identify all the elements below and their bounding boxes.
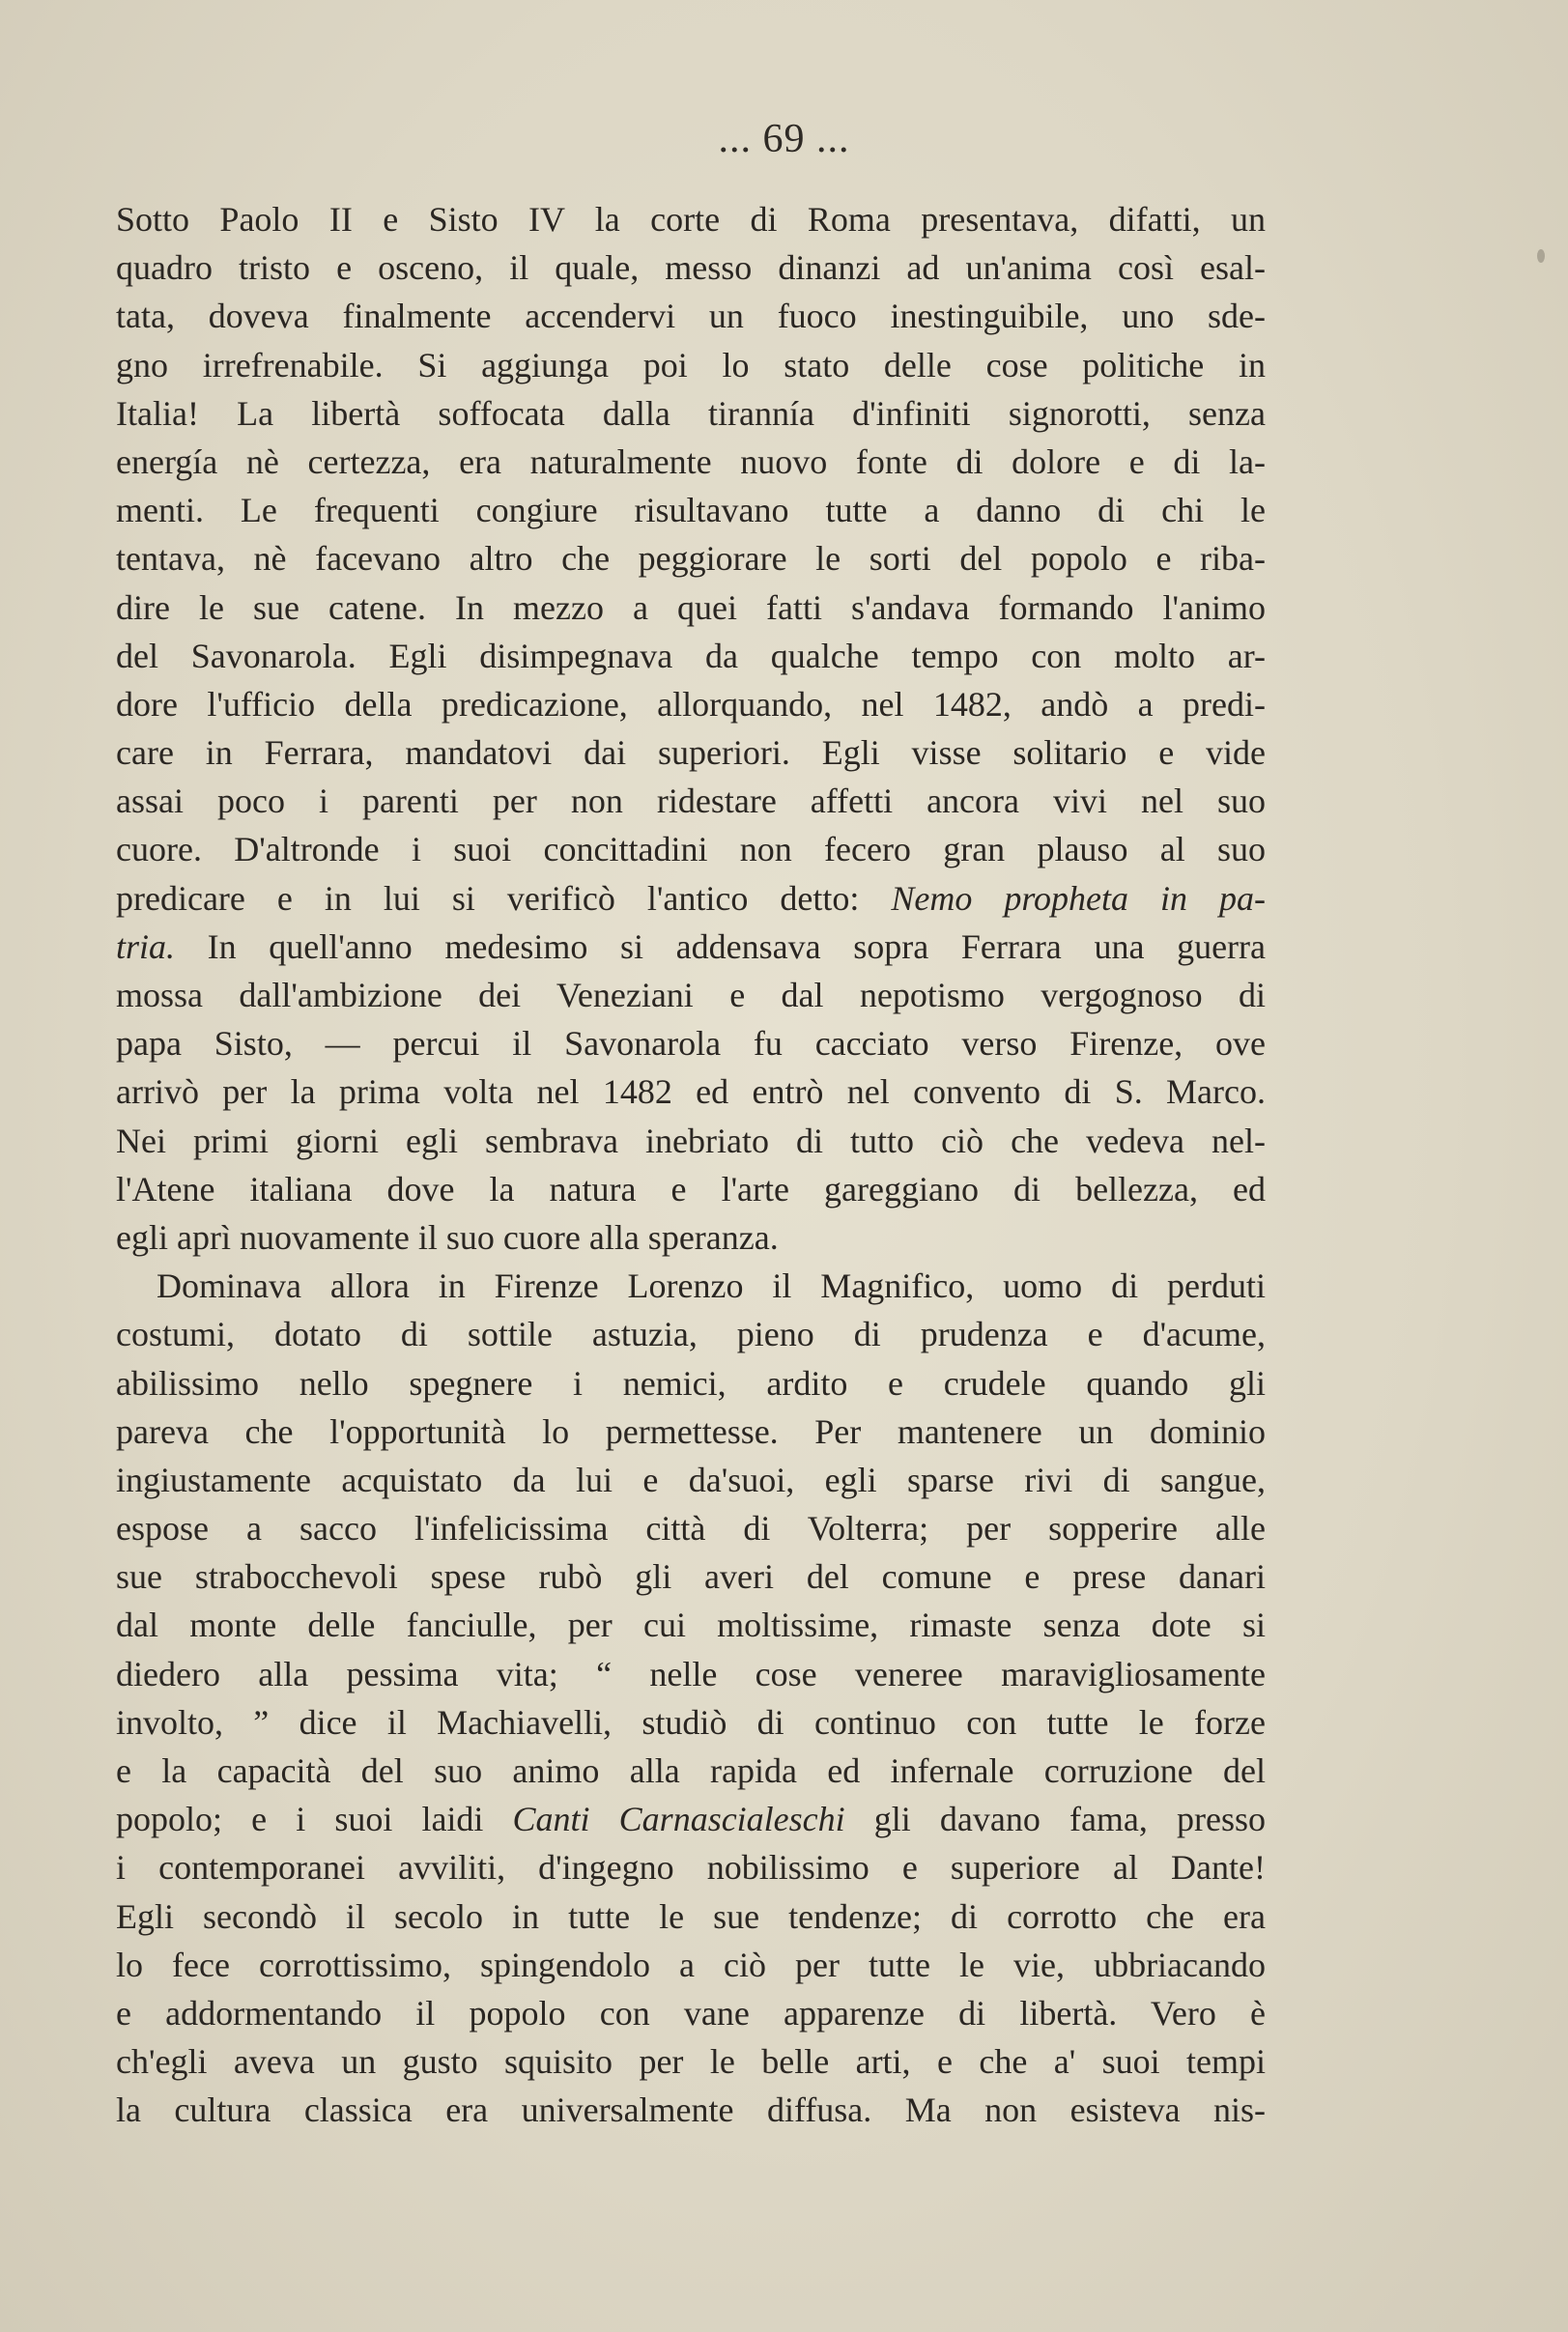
- page-number: ... 69 ...: [718, 117, 850, 161]
- paper-smudge: [1537, 249, 1545, 263]
- text-line: l'Atene italiana dove la natura e l'arte gareggiano di bellezza, ed: [116, 1169, 1266, 1209]
- text-segment: popolo; e i suoi laidi: [116, 1800, 513, 1839]
- text-line: e addormentando il popolo con vane apparenze di libertà. Vero è: [116, 1993, 1266, 2033]
- text-line: gno irrefrenabile. Si aggiunga poi lo stato delle cose politiche in: [116, 345, 1266, 384]
- text-segment: gli davano fama, presso: [844, 1800, 1266, 1839]
- text-line: ch'egli aveva un gusto squisito per le belle arti, e che a' suoi tempi: [116, 2042, 1266, 2082]
- text-line: assai poco i parenti per non ridestare affetti ancora vivi nel suo: [116, 782, 1266, 821]
- text-line-paragraph-end: egli aprì nuovamente il suo cuore alla speranza.: [116, 1217, 779, 1257]
- text-line: menti. Le frequenti congiure risultavano tutte a danno di chi le: [116, 491, 1266, 530]
- text-line: i contemporanei avviliti, d'ingegno nobilissimo e superiore al Dante!: [116, 1848, 1266, 1888]
- text-line: lo fece corrottissimo, spingendolo a ciò per tutte le vie, ubbriacando: [116, 1945, 1266, 1984]
- text-line: sue strabocchevoli spese rubò gli averi del comune e prese danari: [116, 1557, 1266, 1597]
- text-line: ingiustamente acquistato da lui e da'suoi, egli sparse rivi di sangue,: [116, 1460, 1266, 1499]
- italic-quote-end: tria.: [116, 926, 176, 966]
- text-line: Sotto Paolo II e Sisto IV la corte di Roma presentava, difatti, un: [116, 200, 1266, 239]
- text-segment: predicare e in lui si verificò l'antico detto:: [116, 878, 892, 918]
- text-line: dore l'ufficio della predicazione, allorquando, nel 1482, andò a predi-: [116, 684, 1266, 724]
- italic-title: Canti Carnascialeschi: [512, 1800, 845, 1839]
- text-line-paragraph-start: Dominava allora in Firenze Lorenzo il Magnifico, uomo di perduti: [157, 1266, 1266, 1306]
- text-segment: In quell'anno medesimo si addensava sopra Ferrara una guerra: [175, 926, 1266, 966]
- text-line: espose a sacco l'infelicissima città di Volterra; per sopperire alle: [116, 1509, 1266, 1549]
- text-line: cuore. D'altronde i suoi concittadini non fecero gran plauso al suo: [116, 830, 1266, 869]
- text-line: quadro tristo e osceno, il quale, messo dinanzi ad un'anima così esal-: [116, 248, 1266, 288]
- text-line: mossa dall'ambizione dei Veneziani e dal nepotismo vergognoso di: [116, 976, 1266, 1014]
- text-line: Nei primi giorni egli sembrava inebriato di tutto ciò che vedeva nel-: [116, 1121, 1266, 1160]
- text-line: diedero alla pessima vita; “ nelle cose veneree maravigliosamente: [116, 1654, 1266, 1693]
- text-line: pareva che l'opportunità lo permettesse. Per mantenere un dominio: [116, 1411, 1266, 1451]
- text-line: dire le sue catene. In mezzo a quei fatti s'andava formando l'animo: [116, 587, 1266, 627]
- text-line-with-quote: [116, 923, 1266, 971]
- text-line-with-title: [116, 1795, 1266, 1843]
- text-line: Italia! La libertà soffocata dalla tirannía d'infiniti signorotti, senza: [116, 393, 1266, 433]
- body-text: [116, 195, 1266, 2135]
- text-line: care in Ferrara, mandatovi dai superiori. Egli visse solitario e vide: [116, 733, 1266, 773]
- text-line: Egli secondò il secolo in tutte le sue tendenze; di corrotto che era: [116, 1896, 1266, 1936]
- text-line-with-quote: [116, 874, 1266, 923]
- text-line: costumi, dotato di sottile astuzia, pieno di prudenza e d'acume,: [116, 1315, 1266, 1354]
- text-line: la cultura classica era universalmente diffusa. Ma non esisteva nis-: [116, 2090, 1266, 2130]
- text-line: tentava, nè facevano altro che peggiorare le sorti del popolo e riba-: [116, 539, 1266, 579]
- text-line: tata, doveva finalmente accendervi un fuoco inestinguibile, uno sde-: [116, 297, 1266, 336]
- italic-quote: Nemo propheta in pa-: [891, 878, 1266, 918]
- text-line: involto, ” dice il Machiavelli, studiò di continuo con tutte le forze: [116, 1702, 1266, 1742]
- text-line: del Savonarola. Egli disimpegnava da qualche tempo con molto ar-: [116, 636, 1266, 675]
- text-line: energía nè certezza, era naturalmente nuovo fonte di dolore e di la-: [116, 441, 1266, 481]
- text-line: arrivò per la prima volta nel 1482 ed entrò nel convento di S. Marco.: [116, 1072, 1266, 1112]
- text-line: abilissimo nello spegnere i nemici, ardito e crudele quando gli: [116, 1363, 1266, 1403]
- text-line: e la capacità del suo animo alla rapida ed infernale corruzione del: [116, 1751, 1266, 1790]
- text-line: dal monte delle fanciulle, per cui moltissime, rimaste senza dote si: [116, 1606, 1266, 1645]
- text-line: papa Sisto, — percui il Savonarola fu cacciato verso Firenze, ove: [116, 1024, 1266, 1064]
